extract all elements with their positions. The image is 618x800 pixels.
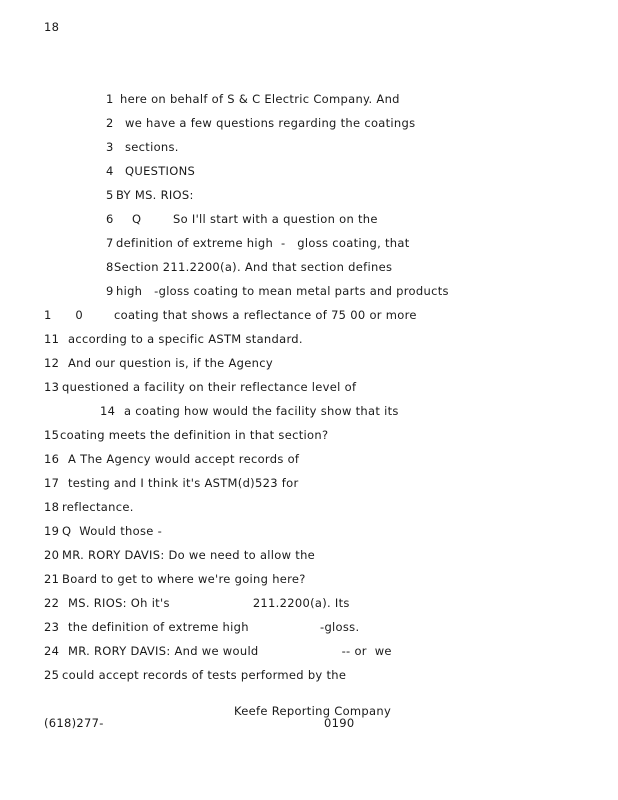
line-text: A The Agency would accept records of bbox=[68, 452, 300, 466]
line-number: 14 bbox=[100, 404, 116, 418]
line-number: 6 bbox=[106, 212, 114, 226]
line-text: MR. RORY DAVIS: Do we need to allow the bbox=[62, 548, 316, 562]
line-number: 1 0 bbox=[44, 308, 83, 322]
line-text: BY MS. RIOS: bbox=[116, 188, 194, 202]
line-number: 2 bbox=[106, 116, 114, 130]
line-number: 23 bbox=[44, 620, 60, 634]
line-text: high -gloss coating to mean metal parts and products bbox=[116, 284, 449, 298]
line-text: Board to get to where we're going here? bbox=[62, 572, 306, 586]
line-number: 24 bbox=[44, 644, 60, 658]
line-text: sections. bbox=[125, 140, 179, 154]
line-number: 12 bbox=[44, 356, 60, 370]
line-text: MS. RIOS: Oh it's 211.2200(a). Its bbox=[68, 596, 350, 610]
line-number: 19 bbox=[44, 524, 60, 538]
line-number: 17 bbox=[44, 476, 60, 490]
line-text: coating meets the definition in that section? bbox=[60, 428, 329, 442]
footer-phone-right: 0190 bbox=[324, 716, 355, 730]
line-text: Q Would those - bbox=[62, 524, 163, 538]
line-text: definition of extreme high - gloss coating, that bbox=[116, 236, 410, 250]
line-number: 18 bbox=[44, 500, 60, 514]
line-text: here on behalf of S & C Electric Company. And bbox=[120, 92, 400, 106]
line-text: Q So I'll start with a question on the bbox=[132, 212, 378, 226]
page-number: 18 bbox=[44, 20, 60, 34]
line-number: 8 bbox=[106, 260, 114, 274]
line-number: 11 bbox=[44, 332, 60, 346]
line-text: according to a specific ASTM standard. bbox=[68, 332, 303, 346]
line-text: reflectance. bbox=[62, 500, 134, 514]
line-text: questioned a facility on their reflectance level of bbox=[62, 380, 357, 394]
line-text: Section 211.2200(a). And that section defines bbox=[114, 260, 393, 274]
line-number: 1 bbox=[106, 92, 114, 106]
line-text: And our question is, if the Agency bbox=[68, 356, 273, 370]
line-text: we have a few questions regarding the coatings bbox=[125, 116, 416, 130]
line-number: 22 bbox=[44, 596, 60, 610]
footer-company: Keefe Reporting Company bbox=[234, 704, 392, 718]
line-number: 20 bbox=[44, 548, 60, 562]
line-number: 25 bbox=[44, 668, 60, 682]
line-text: the definition of extreme high -gloss. bbox=[68, 620, 360, 634]
line-number: 4 bbox=[106, 164, 114, 178]
line-number: 9 bbox=[106, 284, 114, 298]
line-text: testing and I think it's ASTM(d)523 for bbox=[68, 476, 299, 490]
line-number: 13 bbox=[44, 380, 60, 394]
line-number: 5 bbox=[106, 188, 114, 202]
line-number: 16 bbox=[44, 452, 60, 466]
line-text: MR. RORY DAVIS: And we would -- or we bbox=[68, 644, 392, 658]
line-text: coating that shows a reflectance of 75 00 or more bbox=[114, 308, 417, 322]
line-number: 3 bbox=[106, 140, 114, 154]
footer-phone-left: (618)277- bbox=[44, 716, 104, 730]
line-text: could accept records of tests performed by the bbox=[62, 668, 347, 682]
line-number: 15 bbox=[44, 428, 60, 442]
line-text: QUESTIONS bbox=[125, 164, 196, 178]
line-text: a coating how would the facility show that its bbox=[124, 404, 399, 418]
line-number: 7 bbox=[106, 236, 114, 250]
line-number: 21 bbox=[44, 572, 60, 586]
